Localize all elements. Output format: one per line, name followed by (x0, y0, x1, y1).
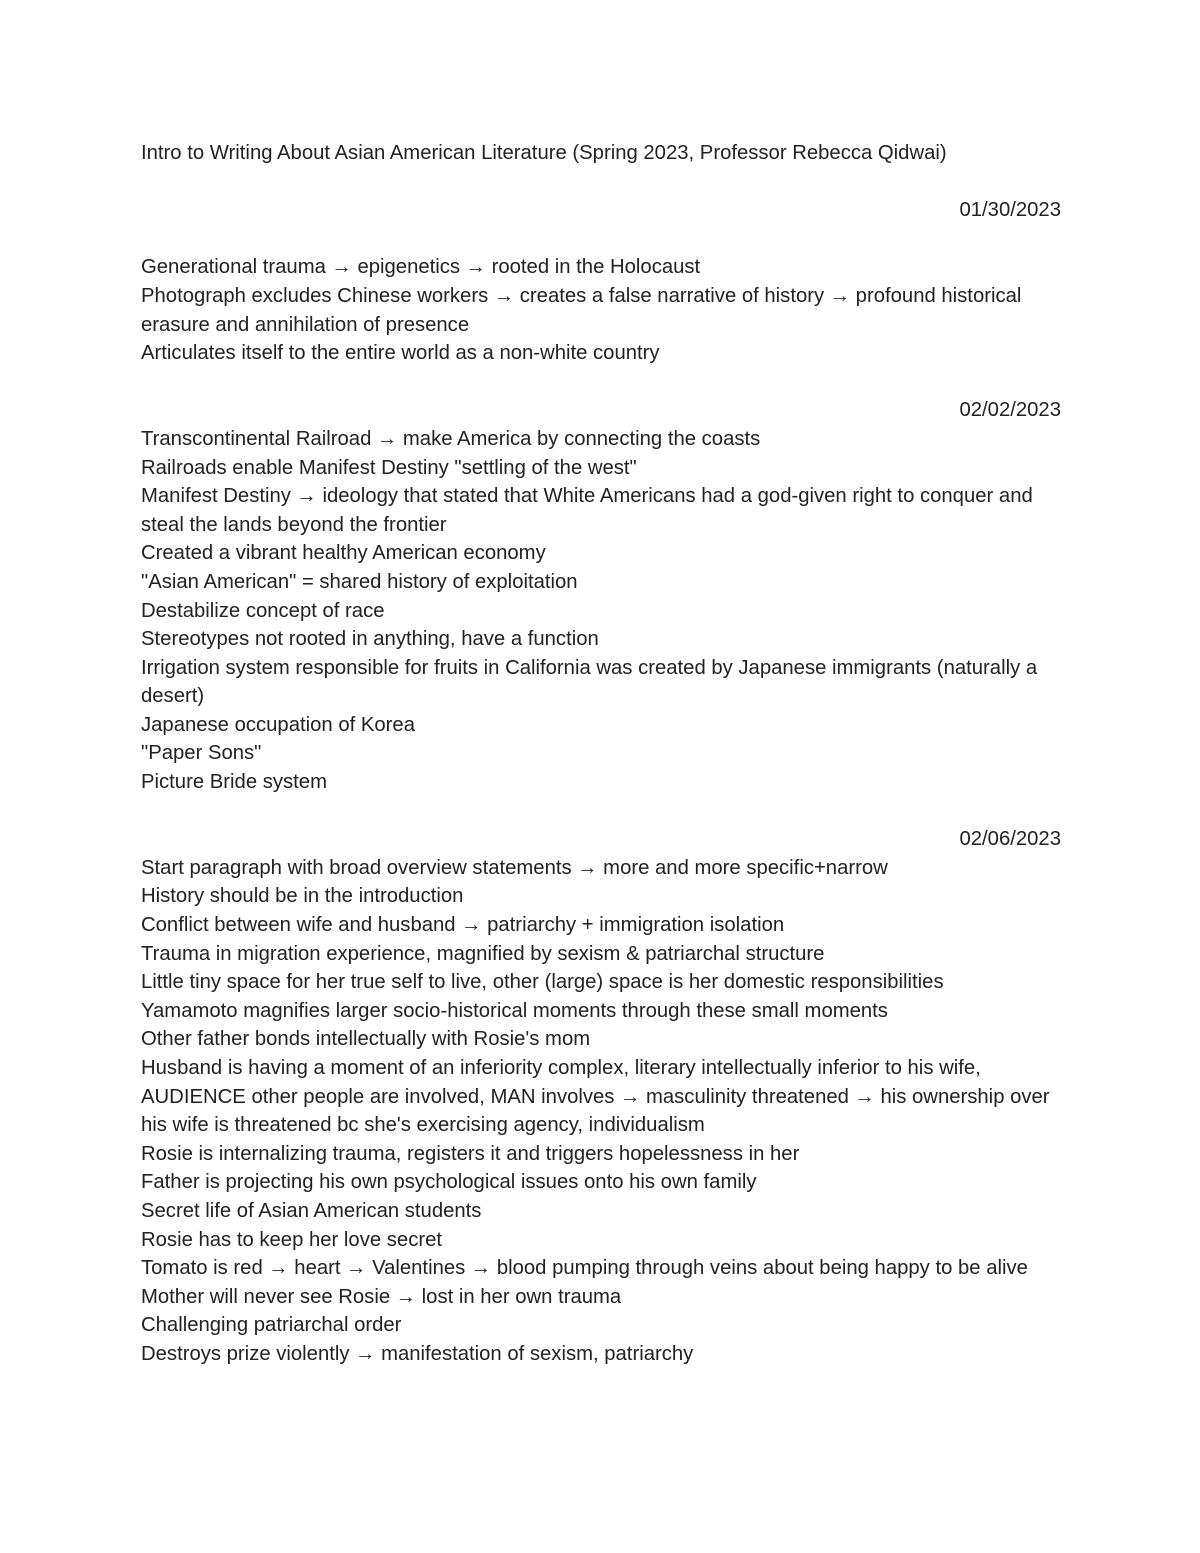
notes-content (141, 139, 1061, 1369)
note-line: "Asian American" = shared history of exploitation (141, 570, 578, 593)
note-line: Little tiny space for her true self to live, other (large) space is her domestic responsibilities (141, 971, 944, 994)
note-line: Other father bonds intellectually with Rosie's mom (141, 1028, 591, 1051)
entry-date: 01/30/2023 (959, 199, 1061, 222)
notes-entry (141, 396, 1061, 796)
spacer (141, 168, 1061, 197)
note-line: Secret life of Asian American students (141, 1199, 482, 1222)
note-line: Challenging patriarchal order (141, 1314, 402, 1337)
note-line: Father is projecting his own psychological issues onto his own family (141, 1171, 757, 1194)
note-line: Rosie has to keep her love secret (141, 1228, 443, 1251)
note-line: Railroads enable Manifest Destiny "settling of the west" (141, 456, 637, 479)
note-line: Destroys prize violently → manifestation of sexism, patriarchy (141, 1342, 694, 1365)
note-line: Transcontinental Railroad → make America by connecting the coasts (141, 427, 761, 450)
document-title: Intro to Writing About Asian American Literature (Spring 2023, Professor Rebecca Qidwai) (141, 142, 947, 164)
note-line: Picture Bride system (141, 771, 327, 794)
note-line: Irrigation system responsible for fruits in California was created by Japanese immigrants (naturally a desert) (141, 656, 1038, 708)
spacer (141, 797, 1061, 826)
note-line: Rosie is internalizing trauma, registers it and triggers hopelessness in her (141, 1142, 800, 1165)
note-line: Yamamoto magnifies larger socio-historical moments through these small moments (141, 999, 888, 1022)
note-line: "Paper Sons" (141, 742, 262, 765)
entry-date: 02/02/2023 (959, 399, 1061, 422)
notes-entry (141, 196, 1061, 368)
note-line: Start paragraph with broad overview statements → more and more specific+narrow (141, 856, 888, 879)
note-line: Trauma in migration experience, magnified by sexism & patriarchal structure (141, 942, 825, 965)
note-line: Articulates itself to the entire world as a non-white country (141, 342, 660, 365)
note-line: Husband is having a moment of an inferiority complex, literary intellectually inferior to his wife, AUDIENCE other people are involved, MAN involves → masculinity threatened → his ownership over his wife is threatened bc she's exercising agency, individualism (141, 1057, 1050, 1137)
note-line: Conflict between wife and husband → patriarchy + immigration isolation (141, 914, 785, 937)
note-line: Stereotypes not rooted in anything, have a function (141, 628, 599, 651)
spacer (141, 225, 1061, 254)
notes-entry (141, 825, 1061, 1368)
entry-date: 02/06/2023 (959, 828, 1061, 851)
note-line: Manifest Destiny → ideology that stated that White Americans had a god-given right to conquer and steal the lands beyond the frontier (141, 485, 1033, 536)
note-line: History should be in the introduction (141, 885, 464, 908)
note-line: Created a vibrant healthy American economy (141, 542, 546, 565)
note-line: Tomato is red → heart → Valentines → blood pumping through veins about being happy to be alive (141, 1257, 1028, 1280)
note-line: Japanese occupation of Korea (141, 713, 415, 736)
note-line: Mother will never see Rosie → lost in her own trauma (141, 1285, 622, 1308)
note-line: Generational trauma → epigenetics → rooted in the Holocaust (141, 256, 701, 279)
spacer (141, 368, 1061, 397)
note-line: Destabilize concept of race (141, 599, 385, 622)
note-line: Photograph excludes Chinese workers → creates a false narrative of history → profound historical erasure and annihilation of presence (141, 284, 1022, 336)
